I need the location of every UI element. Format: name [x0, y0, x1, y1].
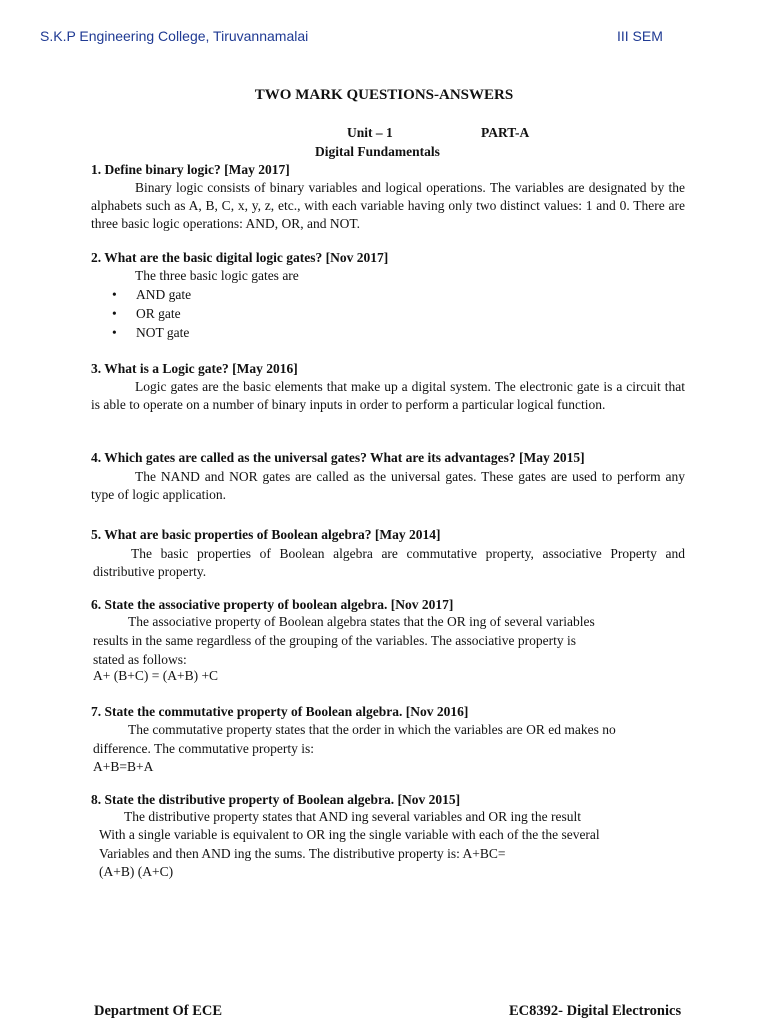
list-item: • OR gate — [112, 306, 181, 321]
answer-2-intro: The three basic logic gates are — [135, 268, 299, 283]
question-8: 8. State the distributive property of Boolean algebra. [Nov 2015] — [91, 792, 461, 807]
answer-7-formula: A+B=B+A — [93, 759, 154, 774]
answer-1: Binary logic consists of binary variables and logical operations. The variables are designated by the alphabets such as A, B, C, x, y, z, etc., with each variable having only two distinct values: 1 and 0. There are three basic logic operations: AND, OR, and NOT. — [91, 180, 685, 231]
answer-8-line: The distributive property states that AND ing several variables and OR ing the result — [124, 809, 582, 824]
question-5: 5. What are basic properties of Boolean algebra? [May 2014] — [91, 527, 441, 542]
list-item: • NOT gate — [112, 325, 190, 340]
bullet-icon: • — [112, 287, 117, 302]
subject-title: Digital Fundamentals — [315, 144, 440, 159]
question-4: 4. Which gates are called as the universal gates? What are its advantages? [May 2015] — [91, 450, 585, 465]
footer-course: EC8392- Digital Electronics — [509, 1003, 682, 1019]
semester-label: III SEM — [617, 28, 663, 44]
answer-8-line: Variables and then AND ing the sums. The distributive property is: A+BC= — [99, 846, 506, 861]
answer-8-line: With a single variable is equivalent to OR ing the single variable with each of the the several — [99, 827, 600, 842]
answer-8-formula: (A+B) (A+C) — [99, 864, 174, 879]
answer-6-formula: A+ (B+C) = (A+B) +C — [93, 668, 219, 683]
answer-7-line: difference. The commutative property is: — [93, 741, 315, 756]
bullet-icon: • — [112, 325, 117, 340]
college-name: S.K.P Engineering College, Tiruvannamalai — [40, 28, 309, 44]
question-2: 2. What are the basic digital logic gates? [Nov 2017] — [91, 250, 389, 265]
question-3: 3. What is a Logic gate? [May 2016] — [91, 361, 298, 376]
answer-7-line: The commutative property states that the order in which the variables are OR ed makes no — [128, 722, 616, 737]
list-item: • AND gate — [112, 287, 192, 302]
unit-label: Unit – 1 — [347, 125, 393, 140]
answer-4: The NAND and NOR gates are called as the universal gates. These gates are used to perform any type of logic application. — [91, 469, 685, 502]
question-6: 6. State the associative property of boolean algebra. [Nov 2017] — [91, 597, 454, 612]
answer-6-line: The associative property of Boolean algebra states that the OR ing of several variables — [128, 614, 595, 629]
question-7: 7. State the commutative property of Boolean algebra. [Nov 2016] — [91, 704, 469, 719]
answer-3: Logic gates are the basic elements that make up a digital system. The electronic gate is a circuit that is able to operate on a number of binary inputs in order to perform a particular logical function. — [91, 379, 685, 412]
part-label: PART-A — [481, 125, 530, 140]
bullet-icon: • — [112, 306, 117, 321]
footer-department: Department Of ECE — [94, 1003, 223, 1019]
answer-6-line: results in the same regardless of the grouping of the variables. The associative property is — [93, 633, 576, 648]
page-title: TWO MARK QUESTIONS-ANSWERS — [254, 87, 514, 103]
answer-6-line: stated as follows: — [93, 652, 187, 667]
question-1: 1. Define binary logic? [May 2017] — [91, 162, 290, 177]
answer-5: The basic properties of Boolean algebra are commutative property, associative Property and distributive property. — [93, 546, 685, 579]
